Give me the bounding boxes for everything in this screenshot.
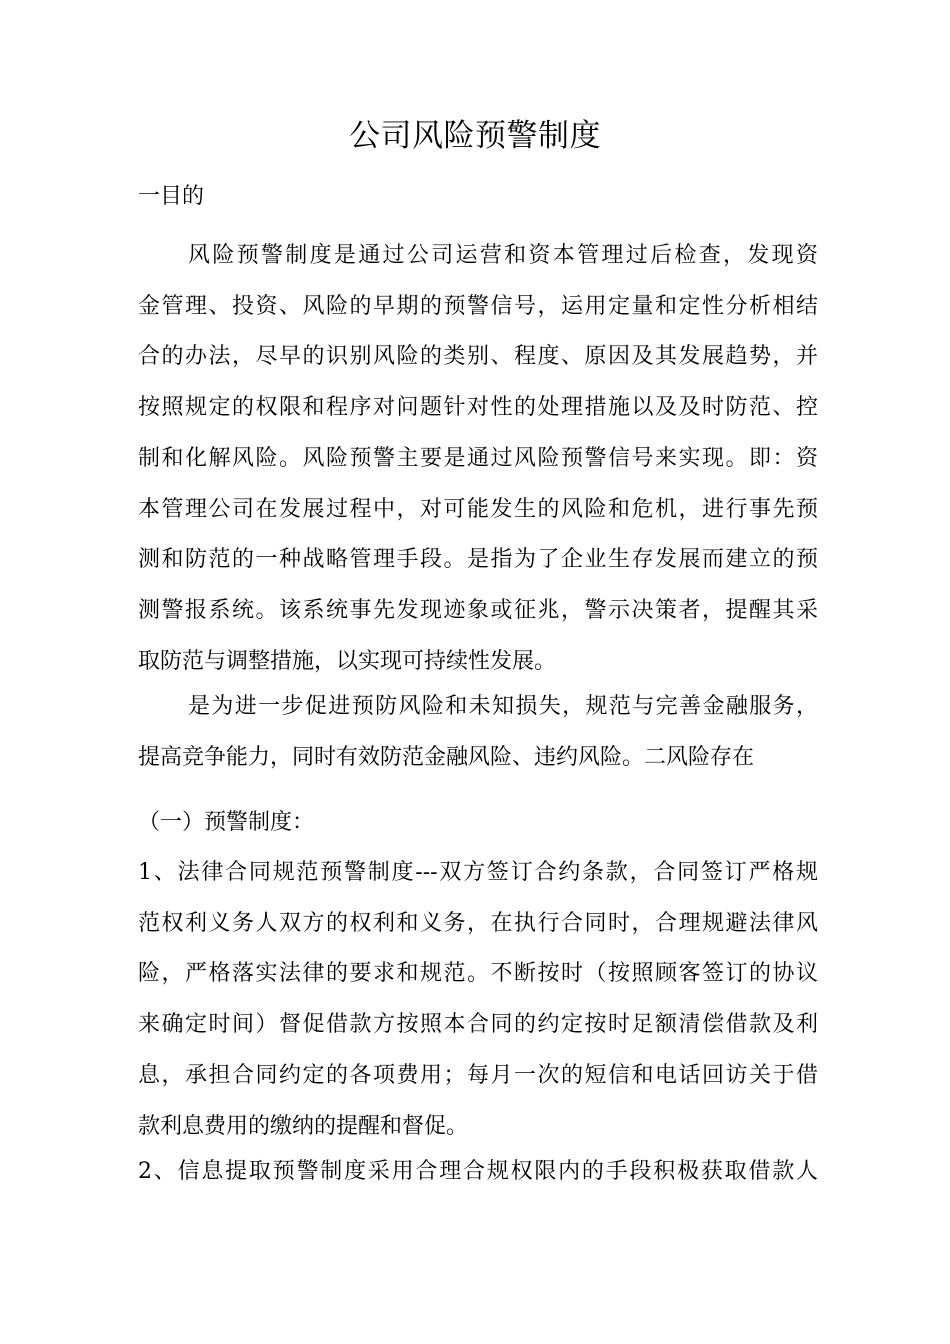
paragraph-line: 测警报系统。该系统事先发现迹象或征兆，警示决策者，提醒其采 — [138, 597, 818, 623]
paragraph-line: 提高竞争能力，同时有效防范金融风险、违约风险。二风险存在 — [138, 744, 755, 770]
paragraph-line: 本管理公司在发展过程中，对可能发生的风险和危机，进行事先预 — [138, 496, 818, 522]
subsection-heading-warning-system: （一）预警制度： — [138, 810, 315, 835]
paragraph-line: 息，承担合同约定的各项费用；每月一次的短信和电话回访关于借 — [138, 1062, 818, 1088]
paragraph-line: 2、信息提取预警制度采用合理合规权限内的手段积极获取借款人 — [138, 1159, 818, 1184]
paragraph-purpose-2 — [138, 682, 818, 783]
paragraph-line: 险，严格落实法律的要求和规范。不断按时（按照顾客签订的协议 — [138, 961, 818, 987]
paragraph-line: 按照规定的权限和程序对问题针对性的处理措施以及及时防范、控 — [138, 395, 818, 421]
paragraph-line: 取防范与调整措施，以实现可持续性发展。 — [138, 648, 557, 674]
list-item-legal-contract — [138, 848, 818, 1152]
paragraph-line: 合的办法，尽早的识别风险的类别、程度、原因及其发展趋势，并 — [138, 344, 818, 370]
paragraph-line: 来确定时间）督促借款方按照本合同的约定按时足额清偿借款及利 — [138, 1012, 818, 1038]
paragraph-line: 是为进一步促进预防风险和未知损失，规范与完善金融服务， — [188, 694, 818, 719]
section-heading-purpose: 一目的 — [138, 184, 205, 209]
paragraph-purpose — [138, 231, 818, 687]
document-title: 公司风险预警制度 — [349, 118, 601, 154]
paragraph-line: 测和防范的一种战略管理手段。是指为了企业生存发展而建立的预 — [138, 547, 818, 573]
paragraph-line: 风险预警制度是通过公司运营和资本管理过后检查，发现资 — [188, 243, 818, 268]
list-item-information-extraction — [138, 1147, 818, 1198]
paragraph-line: 制和化解风险。风险预警主要是通过风险预警信号来实现。即：资 — [138, 445, 818, 471]
paragraph-line: 款利息费用的缴纳的提醒和督促。 — [138, 1113, 469, 1139]
paragraph-line: 1、法律合同规范预警制度---双方签订合约条款，合同签订严格规 — [138, 860, 818, 885]
paragraph-line: 金管理、投资、风险的早期的预警信号，运用定量和定性分析相结 — [138, 293, 818, 319]
paragraph-line: 范权利义务人双方的权利和义务，在执行合同时，合理规避法律风 — [138, 910, 818, 936]
